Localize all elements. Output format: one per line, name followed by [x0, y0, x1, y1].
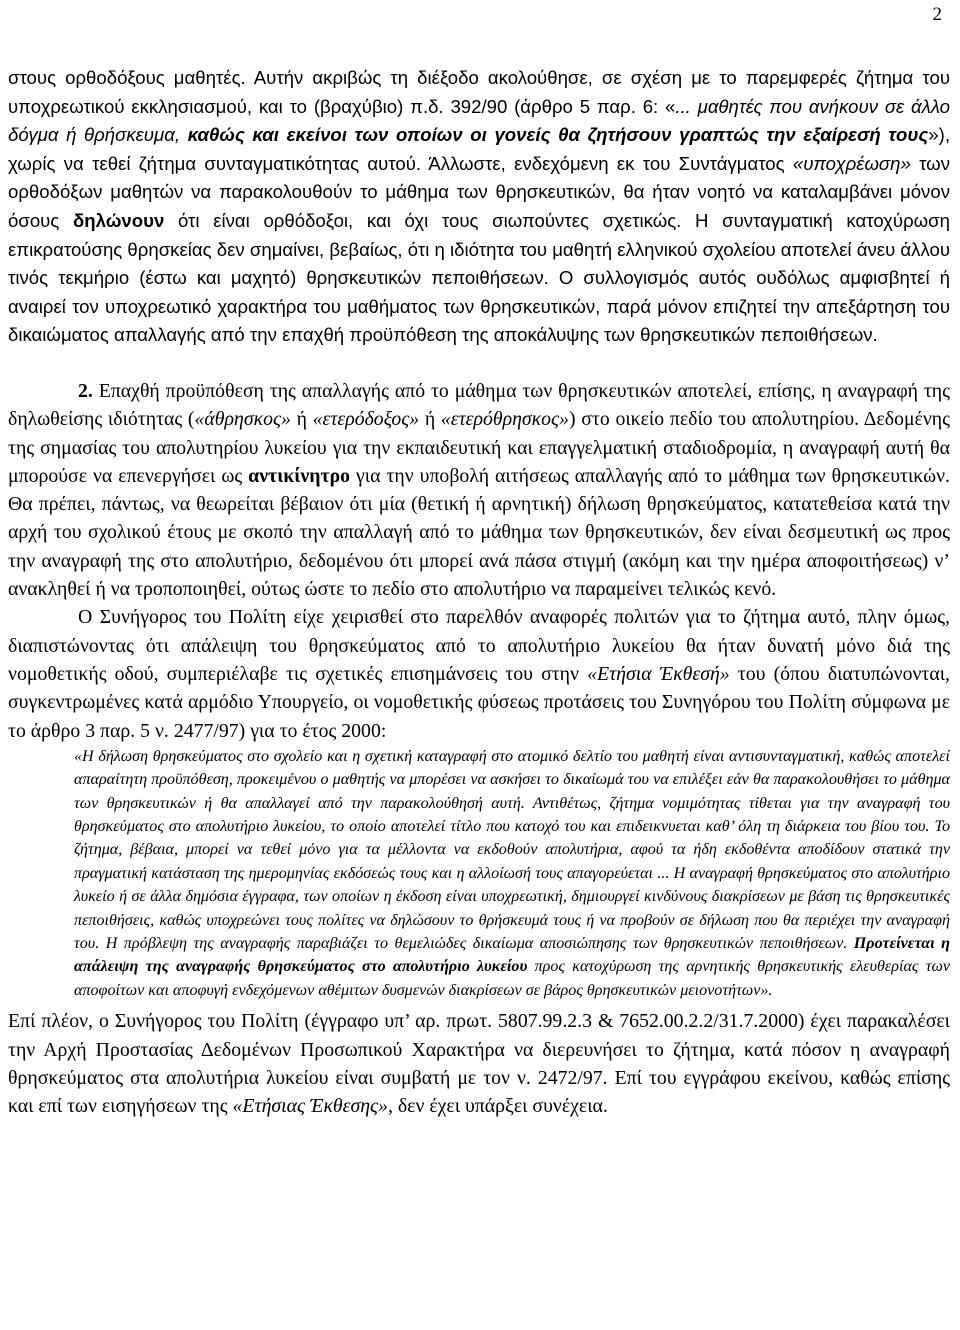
paragraph-4	[8, 1007, 950, 1120]
paragraph-2	[8, 377, 950, 603]
italic-run: «ετερόδοξος»	[312, 408, 420, 431]
text-run: στους ορθοδόξους μαθητές. Αυτήν ακριβώς τη διέξοδο ακολούθησε, σε σχέση με το παρεμφερές ζήτημα του υποχρεωτικού εκκλησιασμού, και το (βραχύβιο) π.δ. 392/90 (άρθρο 5 παρ. 6: «	[8, 67, 950, 117]
text-run: των ορθοδόξων μαθητών να παρακολουθούν το μάθημα των θρησκευτικών, θα ήταν νοητό να καταλαμβάνει μόνον όσους	[8, 152, 950, 231]
italic-run: «Ετήσιας Έκθεσης»	[232, 1095, 388, 1118]
text-run: για την υποβολή αιτήσεως απαλλαγής από το μάθημα των θρησκευτικών. Θα πρέπει, πάντως, να θεωρείται βέβαιον ότι μία (θετική ή αρνητική) δήλωση θρησκεύματος, κατατεθείσα κατά την αρχή του σχολικού έτους με σκοπό την απαλλαγή από το μάθημα των θρησκευτικών, δεν είναι δεσμευτική ως προς την αναγραφή της στο απολυτήριο, δεδομένου ότι μπορεί ανά πάσα στιγμή (ακόμη και την ημέρα αποφοιτήσεως) ν’ ανακληθεί ή να τροποποιηθεί, ούτως ώστε το πεδίο στο απολυτήριο να παραμείνει τελικώς κενό.	[8, 464, 950, 601]
bold-run: αντικίνητρο	[248, 464, 351, 487]
page-number: 2	[932, 4, 942, 25]
block-quote	[74, 745, 950, 1002]
text-run: ή	[419, 408, 441, 431]
text-run: , δεν έχει υπάρξει συνέχεια.	[387, 1095, 608, 1118]
italic-run: «ετερόθρησκος»	[440, 408, 569, 431]
italic-run: «υποχρέωση»	[792, 152, 911, 174]
text-run: του (όπου διατυπώνονται, συγκεντρωμένες κατά αρμόδιο Υπουργείο, οι νομοθετικής φύσεως προτάσεις του Συνηγόρου του Πολίτη σύμφωνα με το άρθρο 3 παρ. 5 ν. 2477/97) για το έτος 2000:	[8, 662, 950, 742]
text-run: ότι είναι ορθόδοξοι, και όχι τους σιωπούντες σχετικώς. Η συνταγματική κατοχύρωση επικρατούσης θρησκείας δεν σημαίνει, βεβαίως, ότι η ιδιότητα του μαθητή ελληνικού σχολείου αποτελεί άνευ άλλου τινός τεκμήριο (έστω και μαχητό) θρησκευτικών πεποιθήσεων. Ο συλλογισμός αυτός ουδόλως αμφισβητεί ή αναιρεί τον υποχρεωτικό χαρακτήρα του μαθήματος των θρησκευτικών, παρά μόνον επιζητεί την απεξάρτηση του δικαιώματος απαλλαγής από την επαχθή προϋπόθεση της αποκάλυψης των θρησκευτικών πεποιθήσεων.	[8, 209, 951, 346]
italic-run: «άθρησκος»	[194, 408, 291, 431]
document-body	[8, 64, 950, 1120]
paragraph-3	[8, 603, 950, 744]
bold-italic-run: καθώς και εκείνοι των οποίων οι γονείς θα ζητήσουν γραπτώς την εξαίρεσή τους	[187, 124, 929, 146]
italic-run: «Ετήσια Έκθεσή»	[587, 662, 730, 685]
italic-run: ... μαθητές που ανήκουν σε άλλο δόγμα ή θρήσκευμα,	[8, 95, 950, 146]
text-run: »), χωρίς να τεθεί ζήτημα συνταγματικότητας αυτού. Άλλωστε, ενδεχόμενη εκ του Συντάγματος	[8, 124, 950, 174]
quote-run: «Η δήλωση θρησκεύματος στο σχολείο και η σχετική καταγραφή στο ατομικό δελτίο του μαθητή είναι αντισυνταγματική, καθώς αποτελεί απαραίτητη προϋπόθεση, προκειμένου ο μαθητής να μπορέσει να ασκήσει το δικαίωμά του να επιλέξει εάν θα παρακολουθήσει το μάθημα των θρησκευτικών ή θα απαλλαγεί από την παρακολούθησή αυτή. Αντιθέτως, ζήτημα νομιμότητας τίθεται για την αναγραφή του θρησκεύματος στο απολυτήριο λυκείου, το οποίο αποτελεί τίτλο που κατοχό του και επιδεικνυεται καθ’ όλη τη διάρκεια του βίου του. Το ζήτημα, βέβαια, μπορεί να τεθεί μόνο για τα μέλλοντα να εκδοθούν απολυτήρια, αφού τα ήδη εκδοθέντα αποδίδουν στατικά την πραγματική κατάσταση της ημερομηνίας εκδόσεώς τους και η αλλοίωσή τους απαγορεύεται ... Η αναγραφή θρησκεύματος στο απολυτήριο λυκείο ή σε άλλα δημόσια έγγραφα, των οποίων η έκδοση είναι υποχρεωτική, δημιουργεί κινδύνους διακρίσεων με βάση τις θρησκευτικές πεποιθήσεις, καθώς υποχρεώνει τους πολίτες να δηλώσουν το θρήσκευμά τους ή να προβούν σε δήλωση που θα περιέχει την αναγραφή του. Η πρόβλεψη της αναγραφής παραβιάζει το θεμελιώδες δικαίωμα αποσιώπησης των θρησκευτικών πεποιθήσεων.	[74, 747, 950, 953]
text-run: Ο Συνήγορος του Πολίτη είχε χειρισθεί στο παρελθόν αναφορές πολιτών για το ζήτημα αυτό, πλην όμως, διαπιστώνοντας ότι απάλειψη του θρησκεύματος από το απολυτήριο λυκείου θα ήταν δυνατή μόνο διά της νομοθετικής οδού, συμπεριέλαβε τις σχετικές επισημάνσεις του στην	[8, 606, 950, 685]
bold-run: Προτείνεται η απάλειψη της αναγραφής θρησκεύματος στο απολυτήριο λυκείου	[74, 935, 951, 976]
text-run: Επαχθή προϋπόθεση της απαλλαγής από το μάθημα των θρησκευτικών αποτελεί, επίσης, η αναγραφή της δηλωθείσης ιδιότητας (	[8, 379, 950, 431]
text-run: ή	[290, 408, 313, 431]
paragraph-number: 2.	[78, 379, 93, 402]
bold-run: δηλώνουν	[72, 209, 165, 231]
text-run: ) στο οικείο πεδίο του απολυτηρίου. Δεδομένης της σημασίας του απολυτηρίου λυκείου για την εκπαιδευτική και επαγγελματική σταδιοδρομία, η αναγραφή αυτή θα μπορούσε να επενεργήσει ως	[8, 408, 950, 487]
text-run: Επί πλέον, ο Συνήγορος του Πολίτη (έγγραφο υπ’ αρ. πρωτ. 5807.99.2.3 & 7652.00.2.2/31.7.2000) έχει παρακαλέσει την Αρχή Προστασίας Δεδομένων Προσωπικού Χαρακτήρα να διερευνήσει το ζήτημα, κατά πόσον η αναγραφή θρησκεύματος στα απολυτήρια λυκείου είναι συμβατή με τον ν. 2472/97. Επί του εγγράφου εκείνου, καθώς επίσης και επί των εισηγήσεων της	[8, 1010, 950, 1118]
quote-run: προς κατοχύρωση της αρνητικής θρησκευτικής ελευθερίας των αποφοίτων και αποφυγή ενδεχόμενων αθέμιτων δυσμενών διακρίσεων σε βάρος θρησκευτικών μειονοτήτων».	[74, 958, 950, 999]
paragraph-1	[8, 64, 950, 350]
